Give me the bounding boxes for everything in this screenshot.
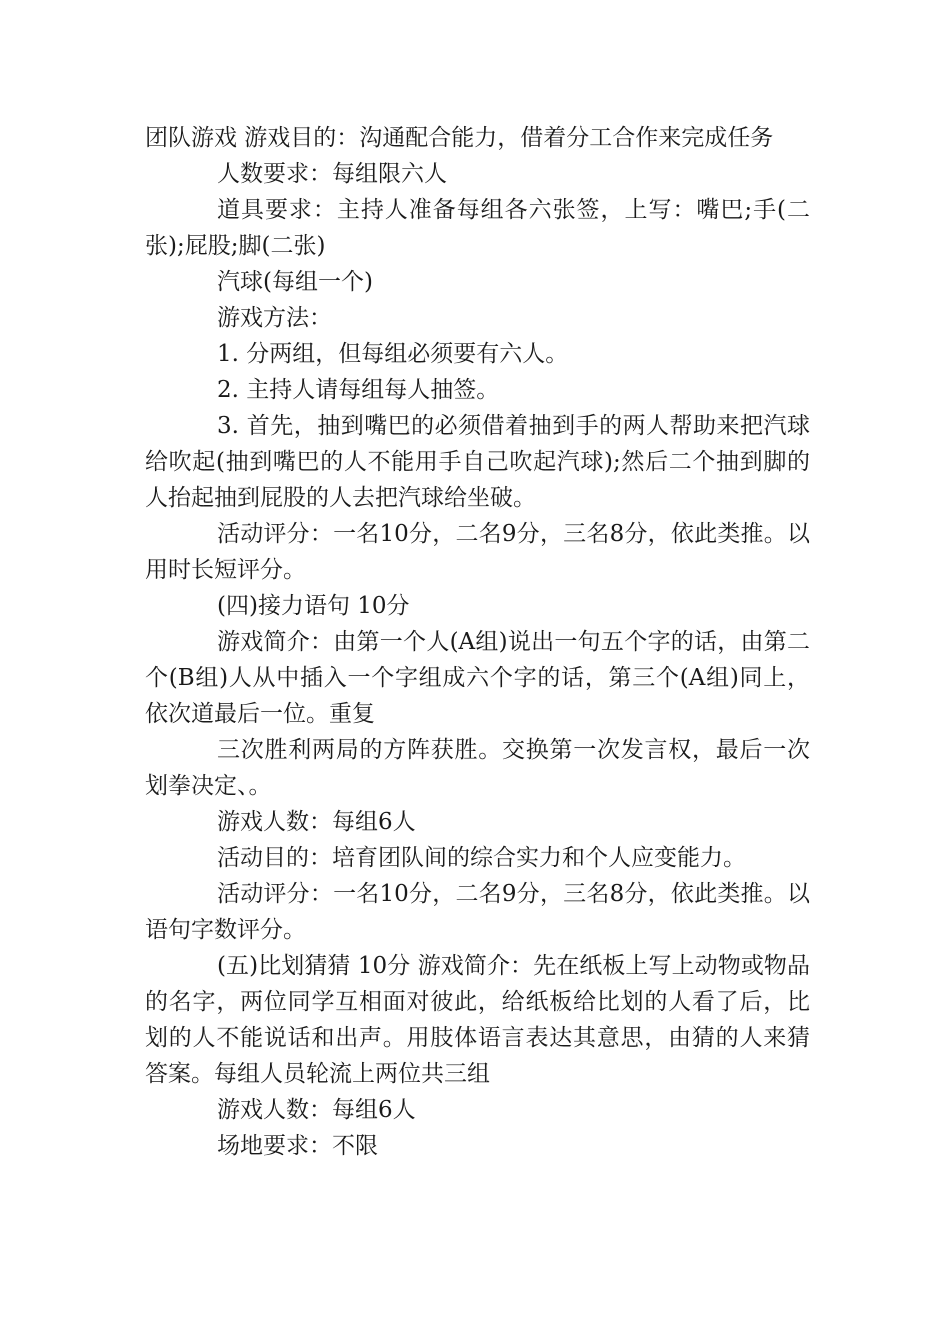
paragraph-section-4-rules: 三次胜利两局的方阵获胜。交换第一次发言权，最后一次划拳决定、。 [145, 737, 810, 799]
paragraph-props-requirement: 道具要求：主持人准备每组各六张签，上写：嘴巴;手(二张);屁股;脚(二张) [145, 197, 810, 259]
paragraph-method-step-3: 3. 首先，抽到嘴巴的必须借着抽到手的两人帮助来把汽球给吹起(抽到嘴巴的人不能用手自己吹起汽球);然后二个抽到脚的人抬起抽到屁股的人去把汽球给坐破。 [145, 413, 810, 511]
paragraph-section-4-scoring: 活动评分：一名10分，二名9分，三名8分，依此类推。以语句字数评分。 [145, 881, 810, 943]
paragraph-method-step-2: 2. 主持人请每组每人抽签。 [217, 377, 500, 403]
paragraph-section-4-purpose: 活动目的：培育团队间的综合实力和个人应变能力。 [217, 845, 746, 871]
paragraph-section-4-heading: (四)接力语句 10分 [217, 593, 410, 619]
paragraph-section-5-venue: 场地要求：不限 [217, 1133, 378, 1159]
paragraph-section-5-people: 游戏人数：每组6人 [217, 1097, 416, 1123]
paragraph-title: 团队游戏 游戏目的：沟通配合能力，借着分工合作来完成任务 [145, 125, 774, 151]
paragraph-method-step-1: 1. 分两组，但每组必须要有六人。 [217, 341, 569, 367]
paragraph-game-method-heading: 游戏方法： [217, 305, 332, 331]
paragraph-section-4-people: 游戏人数：每组6人 [217, 809, 416, 835]
paragraph-section-4-intro: 游戏简介：由第一个人(A组)说出一句五个字的话，由第二个(B组)人从中插入一个字组成六个字的话，第三个(A组)同上，依次道最后一位。重复 [145, 629, 810, 727]
paragraph-section-5-intro: (五)比划猜猜 10分 游戏简介：先在纸板上写上动物或物品的名字，两位同学互相面对彼此，给纸板给比划的人看了后，比划的人不能说话和出声。用肢体语言表达其意思，由猜的人来猜答案。每组人员轮流上两位共三组 [145, 953, 810, 1087]
paragraph-balloon: 汽球(每组一个) [217, 269, 373, 295]
paragraph-scoring-1: 活动评分：一名10分，二名9分，三名8分，依此类推。以用时长短评分。 [145, 521, 810, 583]
document-body [145, 120, 810, 1164]
paragraph-people-requirement: 人数要求：每组限六人 [217, 161, 447, 187]
